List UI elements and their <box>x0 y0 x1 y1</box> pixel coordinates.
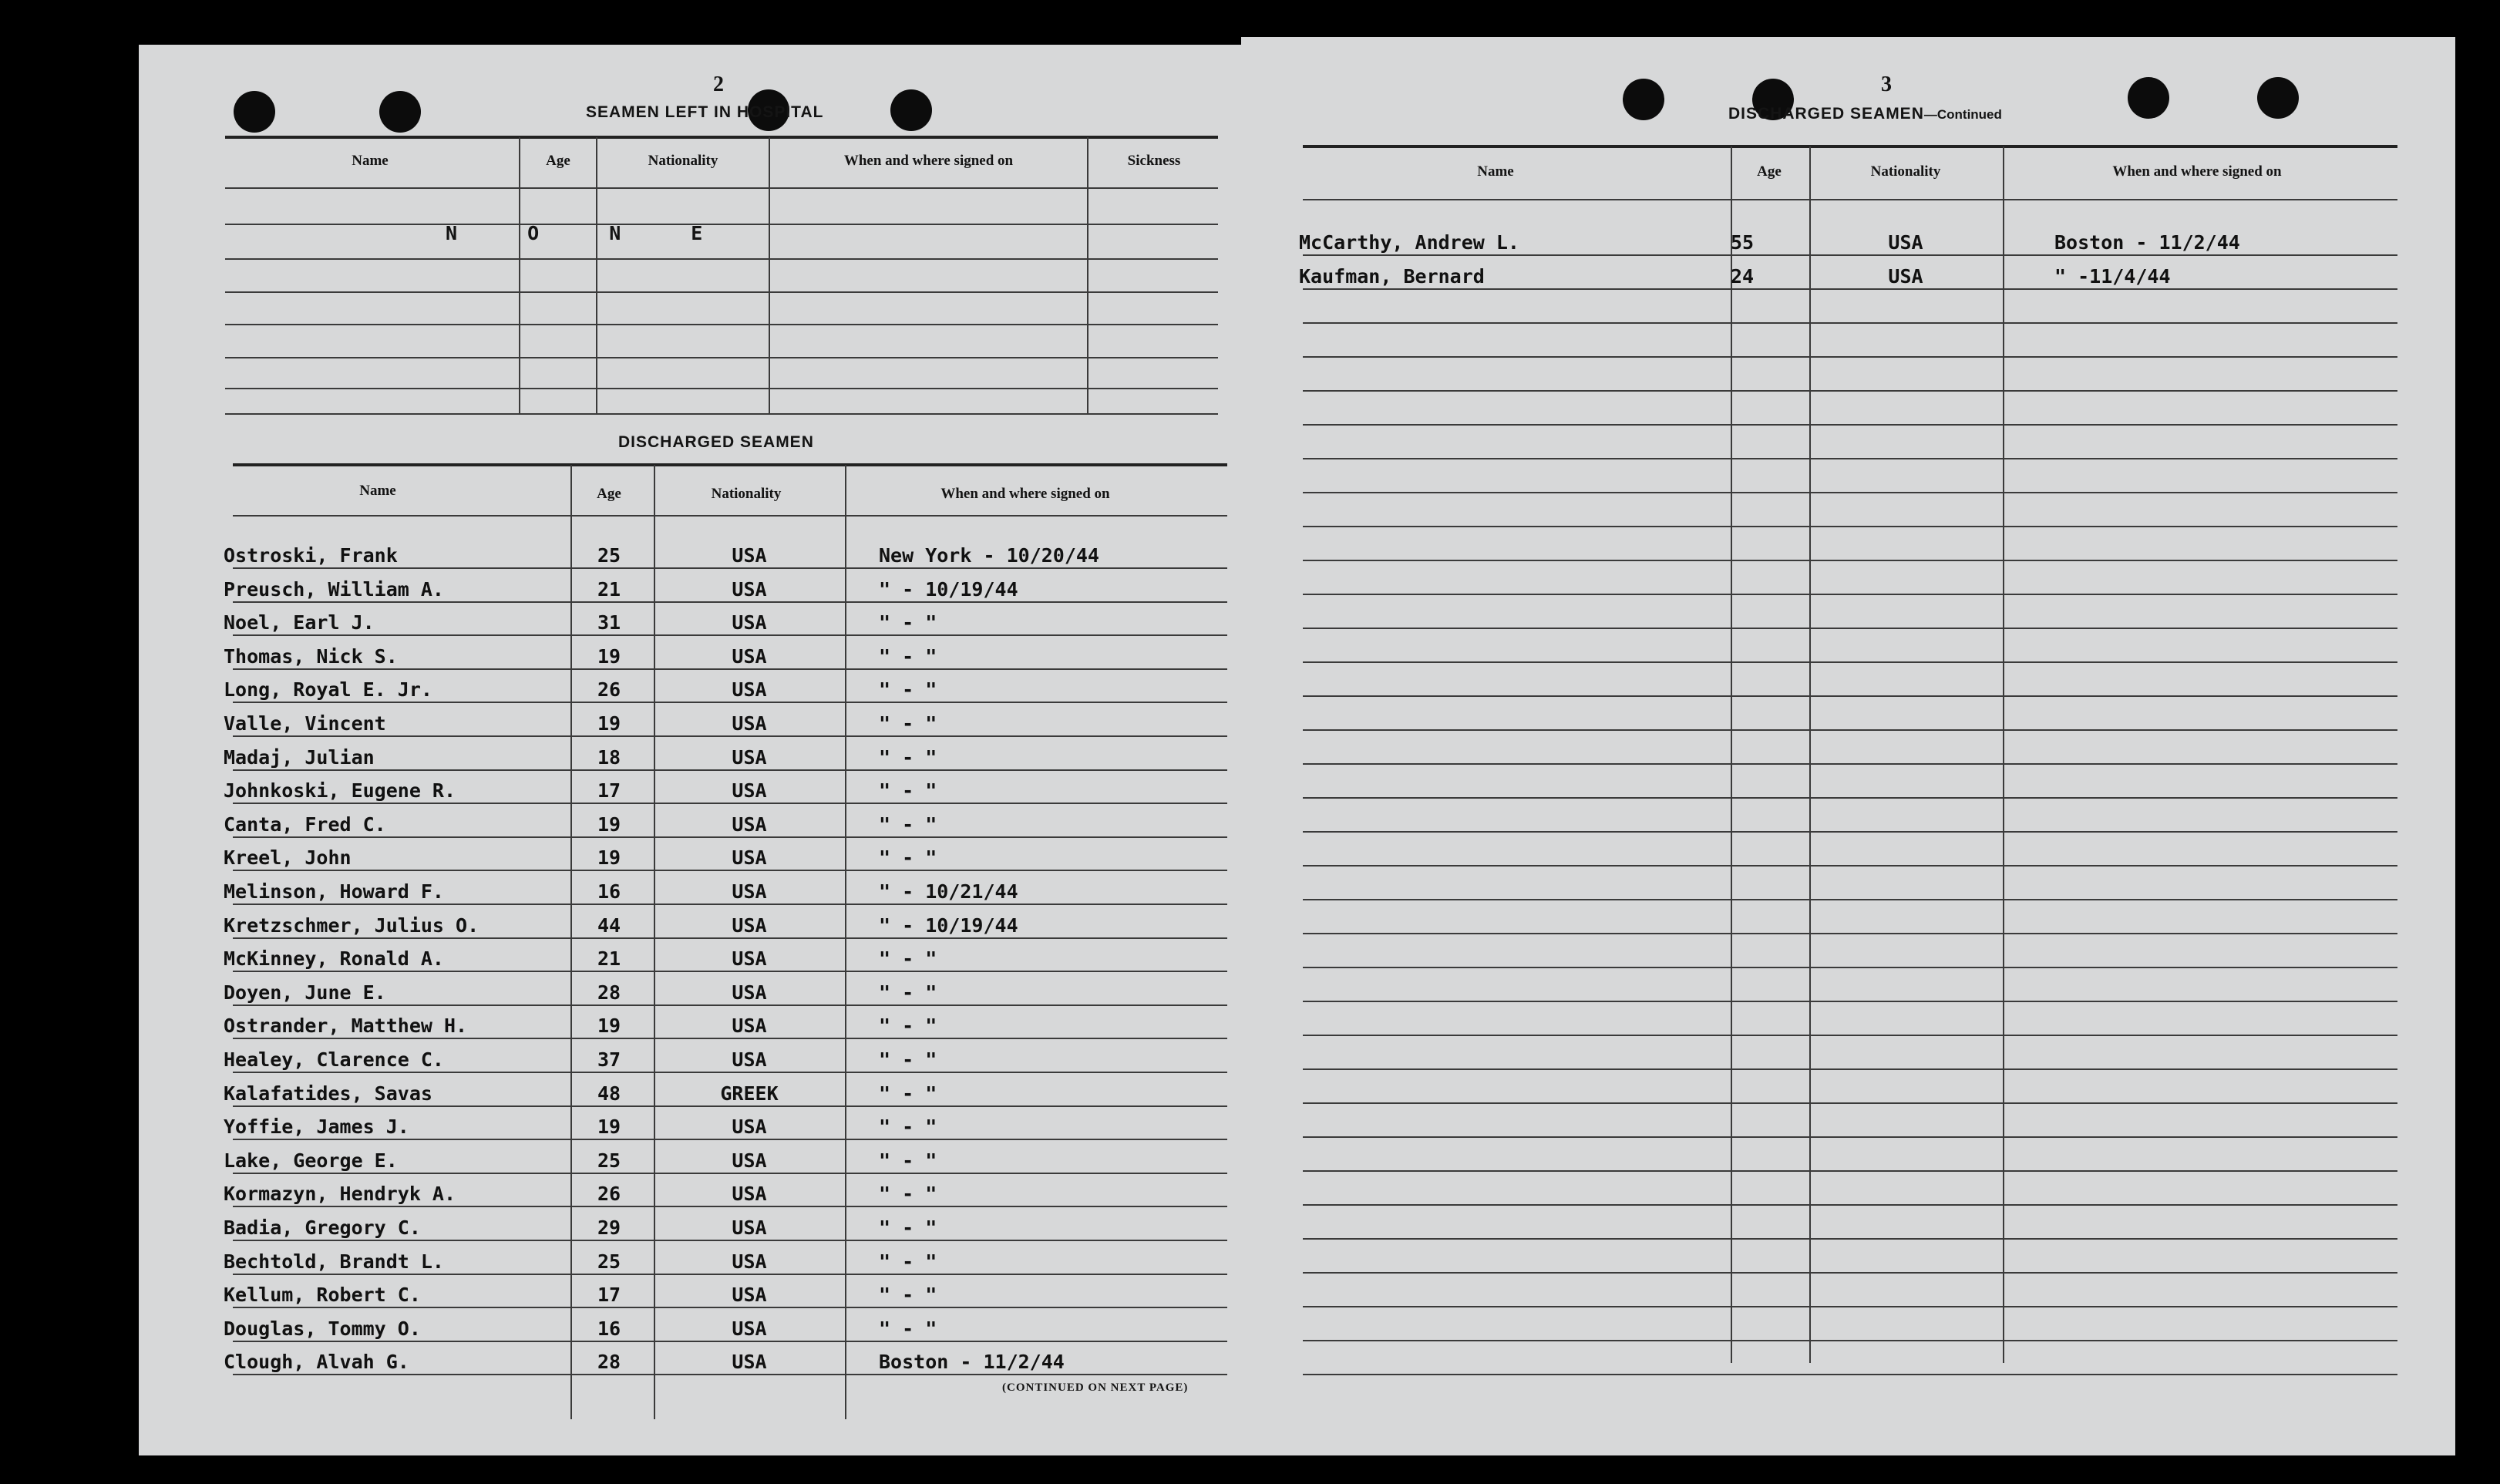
hospital-section-title: SEAMEN LEFT IN HOSPITAL <box>586 103 824 121</box>
punch-hole <box>234 91 275 133</box>
seaman-name: Madaj, Julian <box>224 746 375 769</box>
seaman-age: 19 <box>597 1015 621 1037</box>
seaman-signed-on: " - " <box>879 1048 937 1071</box>
seaman-name: Long, Royal E. Jr. <box>224 678 432 701</box>
seaman-age: 19 <box>597 813 621 836</box>
seaman-age: 31 <box>597 611 621 634</box>
seaman-signed-on: " - " <box>879 947 937 970</box>
seaman-nationality: USA <box>732 813 767 836</box>
seaman-name: Melinson, Howard F. <box>224 880 444 903</box>
right-page <box>1241 37 2455 1455</box>
seaman-signed-on: " - 10/19/44 <box>879 578 1018 601</box>
seaman-name: Kormazyn, Hendryk A. <box>224 1183 456 1205</box>
seaman-age: 17 <box>597 779 621 802</box>
seaman-signed-on: " - " <box>879 1284 937 1306</box>
seaman-signed-on: " - " <box>879 1250 937 1273</box>
seaman-signed-on: " - " <box>879 1116 937 1138</box>
seaman-name: Yoffie, James J. <box>224 1116 409 1138</box>
column-header-nationality: Nationality <box>648 153 718 169</box>
column-header-signed-on: When and where signed on <box>843 153 1014 169</box>
seaman-name: Johnkoski, Eugene R. <box>224 779 456 802</box>
seaman-signed-on: " - 10/19/44 <box>879 914 1018 937</box>
column-header-name: Name <box>352 153 389 169</box>
seaman-nationality: USA <box>732 1048 767 1071</box>
seaman-nationality: USA <box>732 1351 767 1373</box>
seaman-name: Kellum, Robert C. <box>224 1284 421 1306</box>
seaman-signed-on: " - " <box>879 611 937 634</box>
page-number: 3 <box>1881 72 1892 96</box>
seaman-name: Badia, Gregory C. <box>224 1216 421 1239</box>
seaman-age: 28 <box>597 1351 621 1373</box>
seaman-age: 44 <box>597 914 621 937</box>
seaman-signed-on: " - " <box>879 746 937 769</box>
left-page <box>139 45 1249 1455</box>
seaman-age: 17 <box>597 1284 621 1306</box>
seaman-name: Doyen, June E. <box>224 981 386 1004</box>
seaman-age: 19 <box>597 1116 621 1138</box>
seaman-signed-on: " -11/4/44 <box>2054 265 2171 288</box>
column-header-age: Age <box>1757 163 1782 180</box>
seaman-signed-on: " - " <box>879 813 937 836</box>
seaman-age: 21 <box>597 578 621 601</box>
seaman-name: Healey, Clarence C. <box>224 1048 444 1071</box>
seaman-signed-on: " - " <box>879 981 937 1004</box>
seaman-age: 37 <box>597 1048 621 1071</box>
seaman-nationality: USA <box>732 578 767 601</box>
seaman-nationality: USA <box>732 1015 767 1037</box>
seaman-nationality: USA <box>732 1216 767 1239</box>
seaman-age: 16 <box>597 1317 621 1340</box>
seaman-age: 25 <box>597 1250 621 1273</box>
seaman-nationality: USA <box>732 947 767 970</box>
seaman-age: 18 <box>597 746 621 769</box>
seaman-age: 16 <box>597 880 621 903</box>
seaman-name: Ostrander, Matthew H. <box>224 1015 468 1037</box>
seaman-name: McKinney, Ronald A. <box>224 947 444 970</box>
seaman-signed-on: " - " <box>879 1183 937 1205</box>
column-header-name: Name <box>359 483 396 499</box>
seaman-signed-on: " - " <box>879 678 937 701</box>
column-header-nationality: Nationality <box>1870 163 1941 180</box>
punch-hole <box>1623 79 1664 120</box>
seaman-signed-on: " - " <box>879 1216 937 1239</box>
seaman-signed-on: " - " <box>879 1149 937 1172</box>
seaman-name: Douglas, Tommy O. <box>224 1317 421 1340</box>
seaman-signed-on: New York - 10/20/44 <box>879 544 1099 567</box>
seaman-name: Preusch, William A. <box>224 578 444 601</box>
seaman-name: McCarthy, Andrew L. <box>1299 231 1519 254</box>
column-header-signed-on: When and where signed on <box>940 486 1110 502</box>
seaman-nationality: USA <box>732 779 767 802</box>
seaman-age: 19 <box>597 712 621 735</box>
column-header-age: Age <box>546 153 570 169</box>
seaman-signed-on: " - " <box>879 1082 937 1105</box>
seaman-nationality: USA <box>732 880 767 903</box>
seaman-nationality: USA <box>732 846 767 869</box>
seaman-nationality: USA <box>732 981 767 1004</box>
seaman-name: Noel, Earl J. <box>224 611 375 634</box>
seaman-nationality: USA <box>732 1284 767 1306</box>
seaman-age: 55 <box>1730 231 1755 254</box>
column-header-sickness: Sickness <box>1127 153 1181 169</box>
punch-hole <box>890 89 932 131</box>
seaman-signed-on: " - " <box>879 1317 937 1340</box>
seaman-name: Kaufman, Bernard <box>1299 265 1485 288</box>
seaman-nationality: USA <box>732 645 767 668</box>
punch-hole <box>379 91 421 133</box>
seaman-nationality: USA <box>732 678 767 701</box>
seaman-signed-on: Boston - 11/2/44 <box>2054 231 2240 254</box>
seaman-age: 25 <box>597 1149 621 1172</box>
seaman-name: Valle, Vincent <box>224 712 386 735</box>
seaman-age: 19 <box>597 846 621 869</box>
punch-hole <box>2257 77 2299 119</box>
seaman-name: Kreel, John <box>224 846 352 869</box>
seaman-nationality: USA <box>732 611 767 634</box>
seaman-name: Canta, Fred C. <box>224 813 386 836</box>
seaman-name: Kalafatides, Savas <box>224 1082 432 1105</box>
seaman-signed-on: " - 10/21/44 <box>879 880 1018 903</box>
seaman-nationality: USA <box>732 1317 767 1340</box>
seaman-age: 19 <box>597 645 621 668</box>
seaman-nationality: USA <box>732 544 767 567</box>
seaman-nationality: USA <box>732 1116 767 1138</box>
seaman-nationality: USA <box>1888 231 1923 254</box>
continued-note: (CONTINUED ON NEXT PAGE) <box>1002 1381 1189 1394</box>
seaman-name: Lake, George E. <box>224 1149 398 1172</box>
section-title: DISCHARGED SEAMEN <box>1728 105 1924 123</box>
seaman-age: 25 <box>597 544 621 567</box>
seaman-nationality: USA <box>732 1149 767 1172</box>
seaman-nationality: USA <box>1888 265 1923 288</box>
seaman-signed-on: " - " <box>879 779 937 802</box>
seaman-signed-on: " - " <box>879 846 937 869</box>
seaman-name: Ostroski, Frank <box>224 544 398 567</box>
seaman-name: Bechtold, Brandt L. <box>224 1250 444 1273</box>
seaman-name: Clough, Alvah G. <box>224 1351 409 1373</box>
seaman-nationality: USA <box>732 914 767 937</box>
seaman-nationality: USA <box>732 1183 767 1205</box>
seaman-age: 28 <box>597 981 621 1004</box>
seaman-nationality: USA <box>732 1250 767 1273</box>
seaman-signed-on: " - " <box>879 712 937 735</box>
seaman-signed-on: " - " <box>879 1015 937 1037</box>
seaman-age: 24 <box>1730 265 1755 288</box>
seaman-age: 48 <box>597 1082 621 1105</box>
discharged-section-title: DISCHARGED SEAMEN <box>618 433 814 451</box>
column-header-nationality: Nationality <box>711 486 782 502</box>
seaman-age: 26 <box>597 1183 621 1205</box>
none-entry: N O N E <box>446 222 732 244</box>
seaman-signed-on: " - " <box>879 645 937 668</box>
section-title-suffix: —Continued <box>1923 107 2002 122</box>
seaman-name: Kretzschmer, Julius O. <box>224 914 479 937</box>
discharged-continued-title <box>1728 105 2002 123</box>
seaman-name: Thomas, Nick S. <box>224 645 398 668</box>
seaman-nationality: GREEK <box>720 1082 779 1105</box>
seaman-age: 29 <box>597 1216 621 1239</box>
page-number: 2 <box>713 72 724 96</box>
punch-hole <box>2128 77 2169 119</box>
column-header-signed-on: When and where signed on <box>2112 163 2282 180</box>
column-header-age: Age <box>597 486 621 502</box>
column-header-name: Name <box>1477 163 1514 180</box>
seaman-nationality: USA <box>732 746 767 769</box>
seaman-age: 21 <box>597 947 621 970</box>
seaman-signed-on: Boston - 11/2/44 <box>879 1351 1065 1373</box>
seaman-nationality: USA <box>732 712 767 735</box>
seaman-age: 26 <box>597 678 621 701</box>
